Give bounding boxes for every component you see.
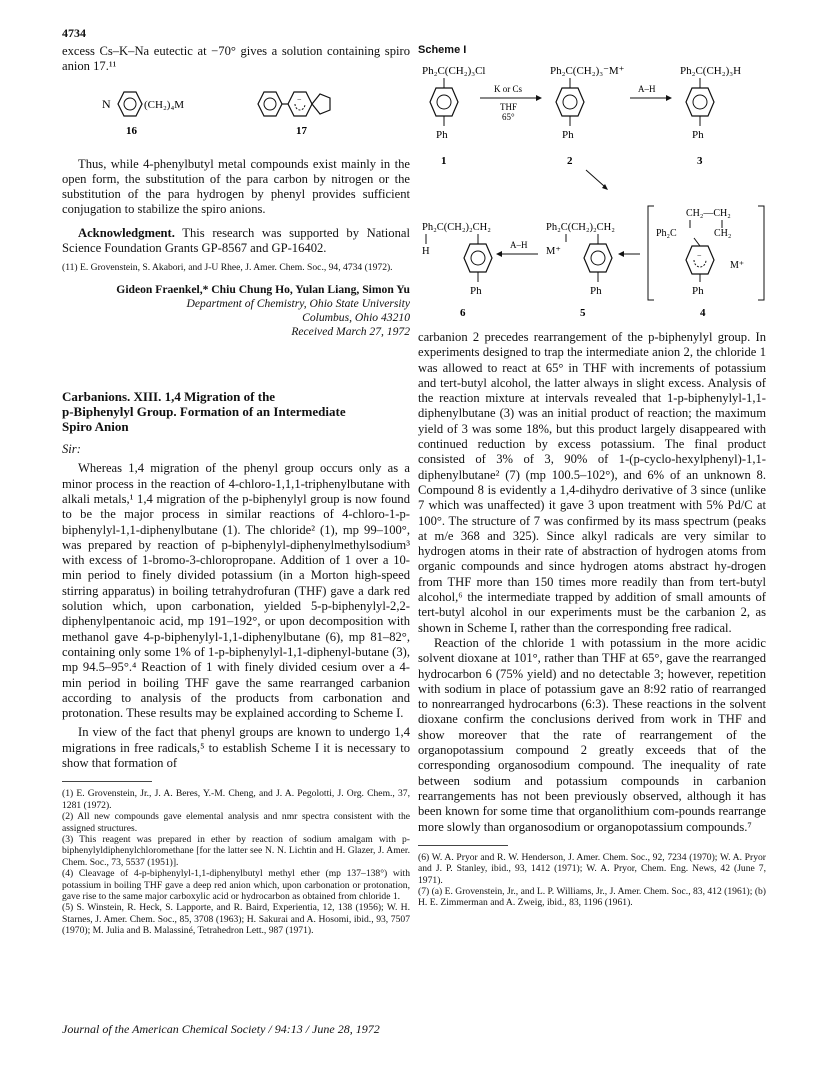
article-title: Carbanions. XIII. 1,4 Migration of the p-Biphenylyl Group. Formation of an Intermediate Spiro Anion xyxy=(62,389,346,435)
reference-11: (11) E. Grovenstein, S. Akabori, and J-U Rhee, J. Amer. Chem. Soc., 94, 4734 (1972). xyxy=(62,262,393,274)
structure-16-substituent: (CH₂)₄M xyxy=(144,99,185,111)
footnote-5: (5) S. Winstein, R. Heck, S. Lapporte, and R. Baird, Experientia, 12, 138 (1956); W. H. Starnes, J. Amer. Chem. Soc., 85, 3708 (1963); H. Sakurai and A. Hosomi, ibid., 93, 7507 (1970); M. Julia and B. Malassiné, Tetrahedron Lett., 987 (1971). xyxy=(62,902,410,937)
footnote-rule xyxy=(62,781,152,782)
footnote-4: (4) Cleavage of 4-p-biphenylyl-1,1-diphenylbutyl methyl ether (mp 137–138°) with potassium in boiling THF gave a deep red anion which, upon carbonation or protonation, gave rise to the same major carboxylic acid or hydrocarbon as obtained from chloride 1. xyxy=(62,868,410,902)
structure-17-number: 17 xyxy=(296,125,307,137)
structures-16-17 xyxy=(96,84,356,144)
salutation: Sir: xyxy=(62,442,81,457)
pyridine-ring xyxy=(118,92,142,116)
compound-3-formula: Ph₂C(CH₂)₃H xyxy=(680,65,742,77)
right-paragraph-1: carbanion 2 precedes rearrangement of the p-biphenylyl group. In experiments designed to trap the intermediate anion 2, the chloride 1 was allowed to react at 65° in THF with increments of potassium and tert-butyl alcohol, the latter always in slight excess. Analysis of the reaction mixture at intervals revealed that 1-p-biphenylyl-1,1-diphenylbutane (3) was an initial product of reaction; the maximum yield of 3 was some 18%, but this product largely disappeared with continued reduction by excess potassium. The final product consisted of 3% of 3, 90% of 1-(p-cyclo-hexylphenyl)-1,1-diphenylbutane² (7) (mp 100.5–102°), and 6% of an unknown 8. Compound 8 is evidently a 1,4-dihydro derivative of 3 since (unlike 7 which was unaffected) it gave 3 upon treatment with 5% Pd/C at 100°. The structure of 7 was confirmed by its mass spectrum (peaks at m/e 368 and 325). Since alkyl radicals are very similar to hydrogen atoms in their rate of abstraction of hydrogen atoms from organic compounds and since hydrogen atoms abstract hy-drogen from THF more than 150 times more readily than from tert-butyl alcohol,⁶ the intermediate trapped by addition of small amounts of tert-butyl alcohol in our experiments must be the carbanion 2, as shown in Scheme I, rather than the corresponding free radical. xyxy=(418,330,766,635)
reagent-temperature: 65° xyxy=(502,112,515,122)
footnote-7: (7) (a) E. Grovenstein, Jr., and L. P. Williams, Jr., J. Amer. Chem. Soc., 83, 412 (1961); (b) H. E. Zimmerman and A. Zweig, ibid., 83, 1196 (1961). xyxy=(418,886,766,909)
affiliation-department: Department of Chemistry, Ohio State University xyxy=(186,297,410,311)
svg-text:−: − xyxy=(697,251,702,260)
received-date: Received March 27, 1972 xyxy=(291,325,410,339)
acknowledgment-heading: Acknowledgment. xyxy=(78,225,175,240)
left-column xyxy=(62,44,410,937)
reagent-solvent: THF xyxy=(500,102,518,112)
compound-3-number: 3 xyxy=(697,155,703,167)
scheme-diagram xyxy=(418,58,768,326)
journal-footer: Journal of the American Chemical Society / 94:13 / June 28, 1972 xyxy=(62,1022,380,1036)
intro-paragraph: excess Cs–K–Na eutectic at −70° gives a solution containing spiro anion 17.¹¹ xyxy=(62,44,410,74)
right-column xyxy=(418,330,766,909)
bracket-right xyxy=(758,206,764,300)
scheme-label: Scheme I xyxy=(418,44,467,56)
affiliation-city: Columbus, Ohio 43210 xyxy=(302,311,410,325)
thus-paragraph: Thus, while 4-phenylbutyl metal compounds exist mainly in the open form, the substitution of the para carbon by nitrogen or the substitution of the para hydrogen by phenyl provides sufficient conjugation to stabilize the spiro anions. xyxy=(62,156,410,217)
compound-1-formula: Ph₂C(CH₂)₃Cl xyxy=(422,65,486,77)
cyclopentane-ring xyxy=(312,94,330,114)
compound-4-ch2: CH₂ xyxy=(714,228,732,239)
compound-4-metal: M⁺ xyxy=(730,260,745,271)
acknowledgment-body: This research was supported by National Science Foundation Grants GP-8567 and GP-16402. xyxy=(62,225,410,256)
footnote-2: (2) All new compounds gave elemental analysis and nmr spectra consistent with the assigned structures. xyxy=(62,811,410,834)
body-paragraph-1: Whereas 1,4 migration of the phenyl group occurs only as a minor process in the reaction of 4-chloro-1,1,1-triphenylbutane with alkali metals,¹ 1,4 migration of the p-biphenylyl group is now found to be the major process in similar reactions of 4-chloro-1-p-biphenylyl-1,1-diphenylbutane (1). The chloride² (1), mp 99–100°, was prepared by reaction of p-biphenylyl-diphenylmethylsodium³ with excess of 1-bromo-3-chloropropane. Addition of 1 over a 10-min period to finely divided potassium (in a Morton high-speed stirring apparatus) in boiling tetrahydrofuran (THF) gave a dark red solution which, upon carbonation, yielded 5-p-biphenylyl-2,2-diphenylpentanoic acid, mp 191–192°, or upon decomposition with methanol gave 4-p-biphenylyl-1,1-diphenylbutane (6), mp 81–82°, containing only some 1% of 1-p-biphenylyl-1,1-diphenyl-butane (3), mp 94.5–95°.⁴ Reaction of 1 with finely divided cesium over a 4-min period in boiling THF gave the same rearranged carbanion according to analysis of the products from carbonation and protonation. These results may be explained according to Scheme I. xyxy=(62,461,410,721)
footnote-3: (3) This reagent was prepared in ether by reaction of sodium amalgam with p-biphenylyldiphenylchloromethane [for the latter see N. N. Lichtin and H. Glazer, J. Amer. Chem. Soc., 73, 5537 (1951)]. xyxy=(62,833,410,868)
compound-2-formula: Ph₂C(CH₂)₃⁻M⁺ xyxy=(550,65,625,77)
structure-16-number: 16 xyxy=(126,125,137,137)
arrow-5-6-reagent: A–H xyxy=(510,240,528,250)
compound-2-number: 2 xyxy=(567,155,573,167)
phenyl-ring xyxy=(258,92,282,116)
footnote-1: (1) E. Grovenstein, Jr., J. A. Beres, Y.-M. Cheng, and J. A. Pegolotti, J. Org. Chem., 37, 1281 (1972). xyxy=(62,788,410,811)
footnotes-right xyxy=(418,852,766,909)
compound-1-ph: Ph xyxy=(436,129,448,141)
svg-text:−: − xyxy=(297,95,302,104)
footnotes-left xyxy=(62,788,410,936)
compound-4-ring-top: CH₂—CH₂ xyxy=(686,208,731,219)
footnote-rule-right xyxy=(418,845,508,846)
compound-4-ph: Ph xyxy=(692,285,704,297)
page-number: 4734 xyxy=(62,26,86,40)
footnote-6: (6) W. A. Pryor and R. W. Henderson, J. Amer. Chem. Soc., 92, 7234 (1970); W. A. Pryor and J. P. Stanley, ibid., 93, 1412 (1971); W. A. Pryor, Chem. Eng. News, 42 (June 7, 1971). xyxy=(418,851,766,886)
acknowledgment-paragraph xyxy=(62,226,410,257)
compound-1-number: 1 xyxy=(441,155,447,167)
right-paragraph-2: Reaction of the chloride 1 with potassium in the more acidic solvent dioxane at 101°, rather than THF at 65°, gave the rearranged hydrocarbon 6 (75% yield) and no detectable 3; however, repetition with sodium in place of potassium gave an 8:92 ratio of rearranged to nonrearranged hydrocarbons (6:3). These reactions in the solvent dioxane confirm the conclusions derived from work in THF and show moreover that the rate of rearrangement of the organopotassium compound 2 greatly exceeds that of the corresponding organosodium compound. The inequality of rate between sodium and potassium compounds in carbanion rearrangements has not been previously observed, although it has been known for some time that organolithium com-pounds rearrange more slowly than organosodium or organopotassium compounds.⁷ xyxy=(418,635,766,834)
compound-6-ph: Ph xyxy=(470,285,482,297)
compound-6-h: H xyxy=(422,246,430,257)
compound-2-ph: Ph xyxy=(562,129,574,141)
compound-5-number: 5 xyxy=(580,307,586,319)
reagent-metal: K or Cs xyxy=(494,84,523,94)
svg-text:N: N xyxy=(102,97,111,111)
compound-6-formula: Ph₂C(CH₂)₂CH₂ xyxy=(422,222,491,233)
compound-6-number: 6 xyxy=(460,307,466,319)
arrow-2-3-reagent: A–H xyxy=(638,84,656,94)
compound-4-number: 4 xyxy=(700,307,706,319)
compound-5-metal: M⁺ xyxy=(546,246,561,257)
compound-3-ph: Ph xyxy=(692,129,704,141)
body-paragraph-2: In view of the fact that phenyl groups are known to undergo 1,4 migrations in free radicals,⁵ to establish Scheme I it is necessary to show that formation of xyxy=(62,725,410,771)
authors: Gideon Fraenkel,* Chiu Chung Ho, Yulan Liang, Simon Yu xyxy=(116,282,410,296)
compound-5-ph: Ph xyxy=(590,285,602,297)
compound-4-ph2c: Ph₂C xyxy=(656,228,677,239)
bracket-left xyxy=(648,206,654,300)
compound-5-formula: Ph₂C(CH₂)₂CH₂ xyxy=(546,222,615,233)
